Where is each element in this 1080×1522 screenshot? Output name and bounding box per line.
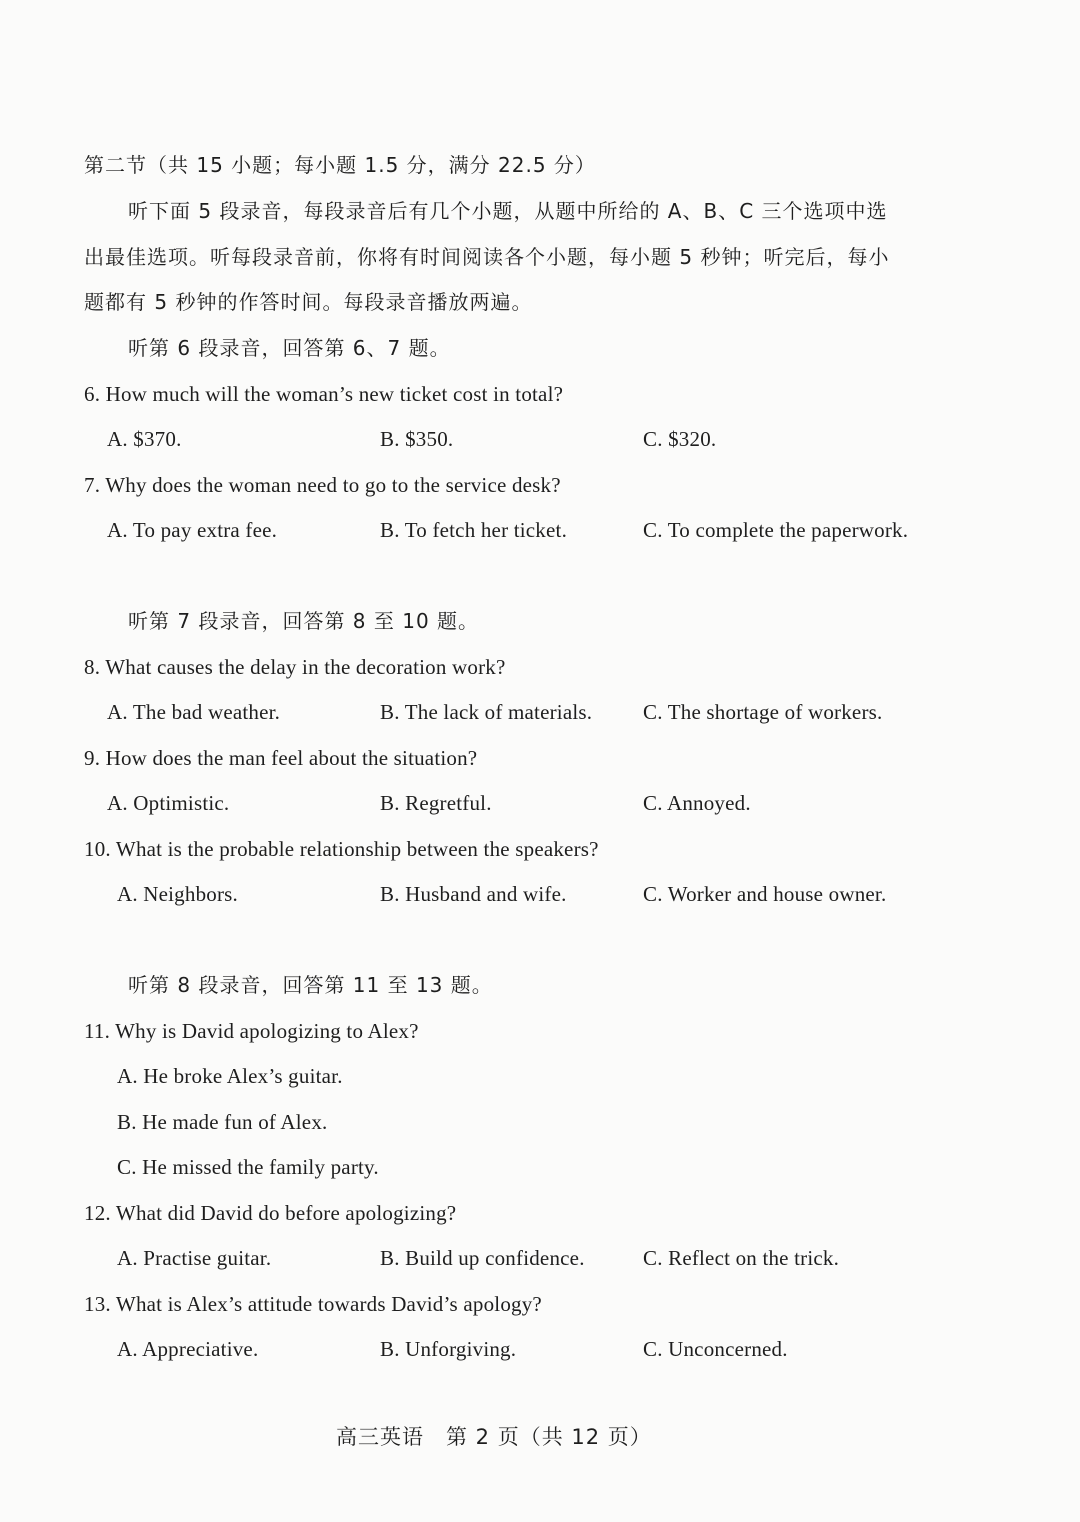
- option-c: C. Annoyed.: [643, 791, 751, 815]
- question-stem: 7. Why does the woman need to go to the service desk?: [84, 473, 561, 497]
- instruction-line: 出最佳选项。听每段录音前，你将有时间阅读各个小题，每小题 5 秒钟；听完后，每小: [84, 245, 890, 269]
- question-stem: 11. Why is David apologizing to Alex?: [84, 1019, 419, 1043]
- option-a: A. Neighbors.: [117, 882, 239, 906]
- option-b: B. Unforgiving.: [380, 1337, 517, 1361]
- option-c: C. Reflect on the trick.: [643, 1246, 840, 1270]
- question-stem: 9. How does the man feel about the situation?: [84, 746, 478, 770]
- listening-prompt: 听第 8 段录音，回答第 11 至 13 题。: [128, 973, 493, 997]
- question-stem: 10. What is the probable relationship between the speakers?: [84, 837, 599, 861]
- option-b: B. $350.: [380, 427, 454, 451]
- question-stem: 13. What is Alex’s attitude towards David’s apology?: [84, 1292, 542, 1316]
- option-b: B. The lack of materials.: [380, 700, 593, 724]
- option-c: C. To complete the paperwork.: [643, 518, 909, 542]
- question-stem: 12. What did David do before apologizing?: [84, 1201, 457, 1225]
- option-c: C. Unconcerned.: [643, 1337, 788, 1361]
- option-b: B. Regretful.: [380, 791, 492, 815]
- listening-prompt: 听第 6 段录音，回答第 6、7 题。: [128, 336, 451, 360]
- option-a: A. Appreciative.: [117, 1337, 259, 1361]
- listening-prompt: 听第 7 段录音，回答第 8 至 10 题。: [128, 609, 480, 633]
- option-c: C. The shortage of workers.: [643, 700, 883, 724]
- option-b: B. He made fun of Alex.: [117, 1110, 328, 1134]
- option-a: A. To pay extra fee.: [107, 518, 278, 542]
- option-a: A. Practise guitar.: [117, 1246, 272, 1270]
- instruction-line: 题都有 5 秒钟的作答时间。每段录音播放两遍。: [84, 290, 533, 314]
- section-heading: 第二节（共 15 小题；每小题 1.5 分，满分 22.5 分）: [84, 153, 596, 177]
- instruction-line: 听下面 5 段录音，每段录音后有几个小题，从题中所给的 A、B、C 三个选项中选: [128, 199, 888, 223]
- option-b: B. To fetch her ticket.: [380, 518, 568, 542]
- option-b: B. Build up confidence.: [380, 1246, 585, 1270]
- option-c: C. He missed the family party.: [117, 1155, 379, 1179]
- option-b: B. Husband and wife.: [380, 882, 567, 906]
- question-stem: 8. What causes the delay in the decoration work?: [84, 655, 506, 679]
- option-a: A. The bad weather.: [107, 700, 281, 724]
- page-footer: 高三英语 第 2 页（共 12 页）: [336, 1425, 652, 1449]
- option-a: A. $370.: [107, 427, 182, 451]
- option-a: A. Optimistic.: [107, 791, 230, 815]
- question-stem: 6. How much will the woman’s new ticket cost in total?: [84, 382, 564, 406]
- option-c: C. Worker and house owner.: [643, 882, 887, 906]
- option-c: C. $320.: [643, 427, 717, 451]
- option-a: A. He broke Alex’s guitar.: [117, 1064, 343, 1088]
